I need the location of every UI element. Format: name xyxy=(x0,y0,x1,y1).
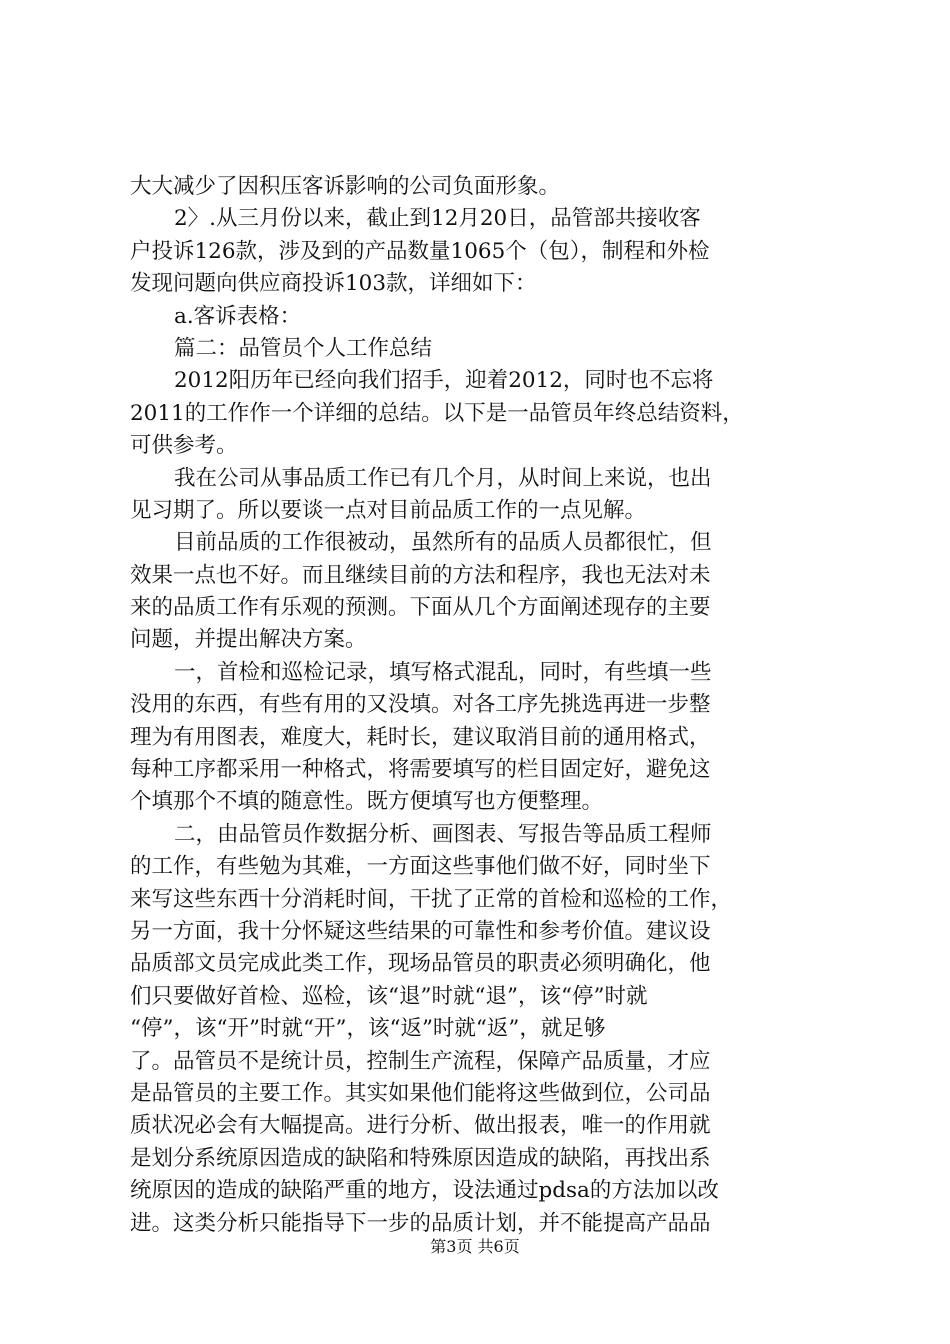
text-line: 目前品质的工作很被动，虽然所有的品质人员都很忙，但 xyxy=(174,530,712,556)
text-line: 户投诉126款，涉及到的产品数量1065个（包），制程和外检 xyxy=(130,238,710,264)
text-line: 的工作，有些勉为其难，一方面这些事他们做不好，同时坐下 xyxy=(130,854,711,880)
text-line: 2011的工作作一个详细的总结。以下是一品管员年终总结资料， xyxy=(130,400,744,426)
text-line: 大大减少了因积压客诉影响的公司负面形象。 xyxy=(130,174,561,199)
text-line: 一，首检和巡检记录，填写格式混乱，同时，有些填一些 xyxy=(174,659,712,685)
text-line: “停”，该“开”时就“开”，该“返”时就“返”，就足够 xyxy=(130,1016,606,1042)
text-line: 理为有用图表，难度大，耗时长，建议取消目前的通用格式， xyxy=(130,724,711,750)
text-line: 问题，并提出解决方案。 xyxy=(130,627,367,653)
text-line: 个填那个不填的随意性。既方便填写也方便整理。 xyxy=(130,789,604,815)
text-line: 进。这类分析只能指导下一步的品质计划，并不能提高产品品 xyxy=(130,1210,711,1236)
text-line: 效果一点也不好。而且继续目前的方法和程序，我也无法对未 xyxy=(130,562,711,588)
text-line: 篇二：品管员个人工作总结 xyxy=(174,335,433,361)
document-body xyxy=(130,171,830,1240)
text-line: 另一方面，我十分怀疑这些结果的可靠性和参考价值。建议设 xyxy=(130,918,711,944)
text-line: 每种工序都采用一种格式，将需要填写的栏目固定好，避免这 xyxy=(130,757,711,783)
text-line: 发现问题向供应商投诉103款，详细如下： xyxy=(130,271,537,297)
text-line: 了。品管员不是统计员，控制生产流程，保障产品质量，才应 xyxy=(130,1048,711,1074)
text-line: 品质部文员完成此类工作，现场品管员的职责必须明确化，他 xyxy=(130,951,711,977)
text-line: 没用的东西，有些有用的又没填。对各工序先挑选再进一步整 xyxy=(130,692,711,718)
text-line: a.客诉表格： xyxy=(174,303,302,329)
text-line: 可供参考。 xyxy=(130,433,238,459)
text-line: 是品管员的主要工作。其实如果他们能将这些做到位，公司品 xyxy=(130,1080,711,1106)
text-line: 2012阳历年已经向我们招手，迎着2012，同时也不忘将 xyxy=(174,368,714,394)
text-line: 二，由品管员作数据分析、画图表、写报告等品质工程师 xyxy=(174,821,712,847)
text-line: 们只要做好首检、巡检，该“退”时就“退”，该“停”时就 xyxy=(130,983,648,1009)
text-line: 是划分系统原因造成的缺陷和特殊原因造成的缺陷，再找出系 xyxy=(130,1145,711,1171)
text-line: 统原因的造成的缺陷严重的地方，设法通过pdsa的方法加以改 xyxy=(130,1178,719,1204)
text-line: 我在公司从事品质工作已有几个月，从时间上来说，也出 xyxy=(174,465,712,491)
page-footer: 第3页 共6页 xyxy=(430,1237,520,1256)
text-line: 质状况必会有大幅提高。进行分析、做出报表，唯一的作用就 xyxy=(130,1113,711,1139)
text-line: 来的品质工作有乐观的预测。下面从几个方面阐述现存的主要 xyxy=(130,595,711,621)
text-line: 2〉.从三月份以来，截止到12月20日，品管部共接收客 xyxy=(174,206,701,232)
text-line: 见习期了。所以要谈一点对目前品质工作的一点见解。 xyxy=(130,497,647,523)
text-line: 来写这些东西十分消耗时间，干扰了正常的首检和巡检的工作， xyxy=(130,886,733,912)
